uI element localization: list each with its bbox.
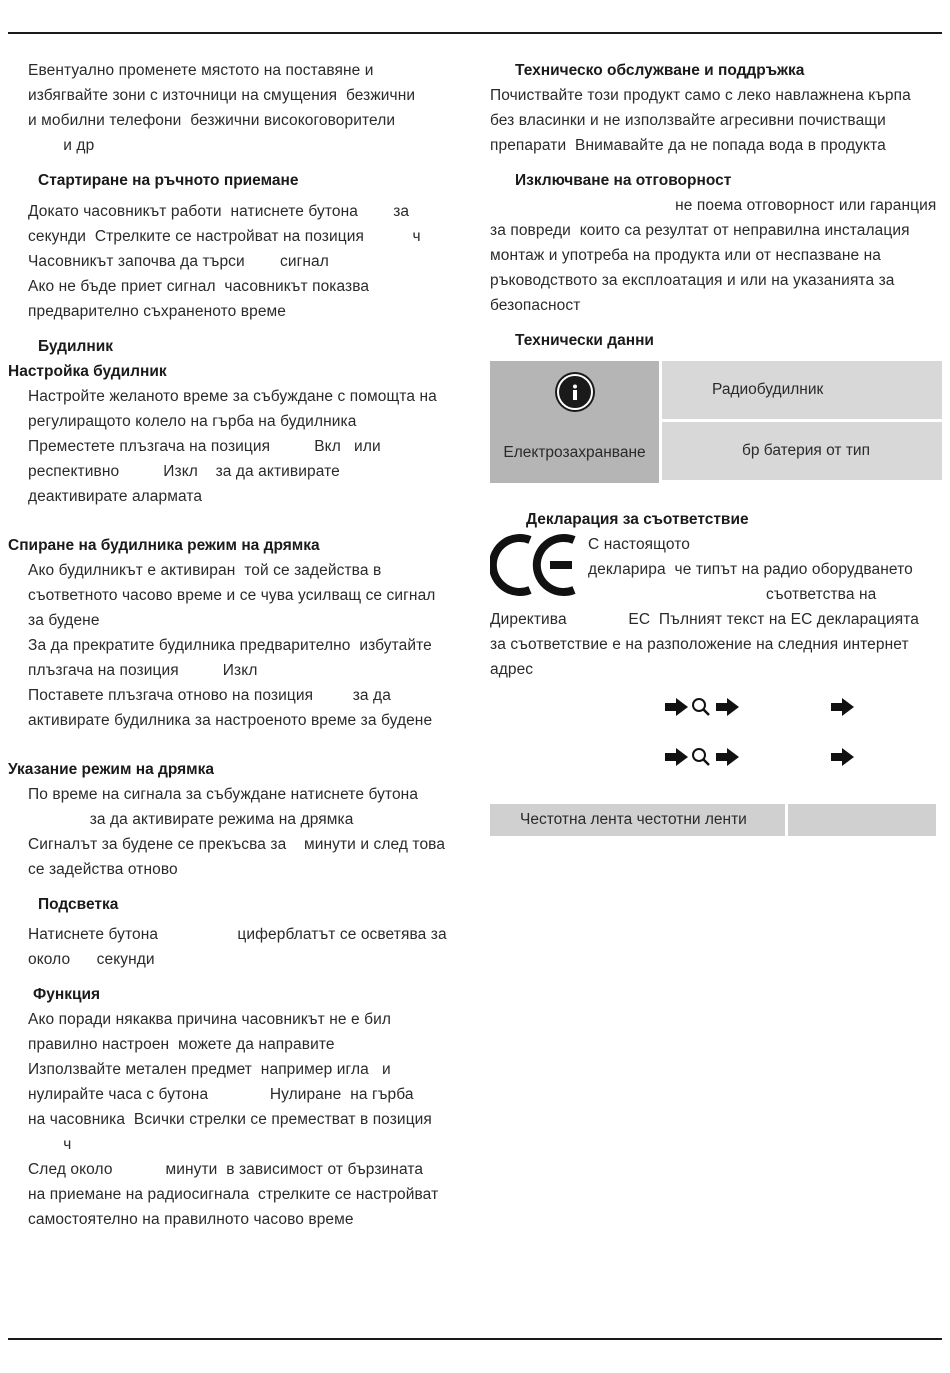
url-row-2 bbox=[490, 732, 942, 782]
alarm-setting-text: Настройте желаното време за събуждане с помощта на регулиращото колело на гърба на будилника Преместете плъзгача на позиция Вкл или респективно Изкл за да активирате деактивирате алармата bbox=[28, 388, 437, 505]
arrow-search-arrow-icon bbox=[664, 745, 742, 769]
tech-product-value: Радиобудилник bbox=[662, 361, 942, 422]
snooze-heading: Указание режим на дрямка bbox=[8, 761, 215, 778]
backlight-text: Натиснете бутона циферблатът се осветява за около секунди bbox=[28, 926, 447, 968]
arrow-right-icon bbox=[830, 695, 856, 719]
declaration-line-1: С настоящото bbox=[588, 536, 690, 553]
url-row-1 bbox=[490, 682, 942, 732]
alarm-stop-heading: Спиране на будилника режим на дрямка bbox=[8, 537, 320, 554]
info-icon bbox=[557, 374, 593, 410]
arrow-search-arrow-icon bbox=[664, 695, 742, 719]
backlight-heading: Подсветка bbox=[38, 896, 119, 913]
ce-mark-icon bbox=[490, 532, 580, 598]
function-heading: Функция bbox=[33, 986, 101, 1003]
tech-power-label: Електрозахранване bbox=[490, 422, 662, 483]
manual-reception-heading: Стартиране на ръчното приемане bbox=[38, 172, 299, 189]
tech-data-heading: Технически данни bbox=[515, 332, 654, 349]
function-text: Ако поради някаква причина часовникът не е бил правилно настроен можете да направите Използвайте метален предмет например игла и нулирайте часа с бутона Нулиране на гърба на часовника Всички стрелки се преместват в позиция ч След около минути в зависимост от бързината на приемане на радиосигнала стрелките се настройват самостоятелно на правилното часово време bbox=[28, 1011, 439, 1228]
alarm-stop-text: Ако будилникът е активиран той се задейства в съответното часово време и се чува усилващ се сигнал за будене За да прекратите будилника предварително избутайте плъзгача на позиция Изкл Поставете плъзгача отново на позиция за да активирате будилника за настроеното време за будене bbox=[28, 562, 436, 729]
declaration-line-2: декларира че типът на радио оборудването bbox=[588, 561, 913, 578]
top-rule bbox=[8, 32, 942, 34]
declaration-heading: Декларация за съответствие bbox=[526, 511, 749, 528]
alarm-setting-heading: Настройка будилник bbox=[8, 363, 167, 380]
bottom-rule bbox=[8, 1338, 942, 1340]
manual-reception-text: Докато часовникът работи натиснете бутона за секунди Стрелките се настройват на позиция ч Часовникът започва да търси сигнал Ако не бъде приет сигнал часовникът показва предварително съхраненото време bbox=[28, 203, 421, 320]
alarm-heading: Будилник bbox=[38, 338, 114, 355]
frequency-band-label: Честотна лента честотни ленти bbox=[490, 804, 785, 836]
maintenance-text: Почиствайте този продукт само с леко навлажнена кърпа без власинки и не използвайте агресивни почистващи препарати Внимавайте да не попада вода в продукта bbox=[490, 87, 911, 154]
arrow-right-icon bbox=[830, 745, 856, 769]
right-column bbox=[490, 58, 942, 836]
tech-data-table bbox=[490, 361, 942, 483]
tech-power-value: бр батерия от тип bbox=[662, 422, 942, 483]
liability-heading: Изключване на отговорност bbox=[515, 172, 732, 189]
declaration-line-3: съответства на bbox=[766, 586, 877, 603]
declaration-block bbox=[490, 532, 942, 682]
frequency-band-table bbox=[490, 804, 942, 836]
left-column bbox=[8, 58, 463, 1232]
maintenance-heading: Техническо обслужване и поддръжка bbox=[515, 62, 805, 79]
intro-paragraph: Евентуално променете мястото на поставяне и избягвайте зони с източници на смущения безжични и мобилни телефони безжични високоговорители и др bbox=[28, 62, 416, 154]
frequency-band-value bbox=[788, 804, 936, 836]
declaration-text: Директива ЕС Пълният текст на ЕС декларацията за съответствие е на разположение на следния интернет адрес bbox=[490, 611, 919, 678]
tech-info-cell bbox=[490, 361, 662, 422]
liability-text: не поема отговорност или гаранция за повреди които са резултат от неправилна инсталация монтаж и употреба на продукта или от неспазване на ръководството за експлоатация и или на указанията за безопасност bbox=[490, 197, 937, 314]
snooze-text: По време на сигнала за събуждане натиснете бутона за да активирате режима на дрямка Сигналът за будене се прекъсва за минути и след това се задейства отново bbox=[28, 786, 446, 878]
